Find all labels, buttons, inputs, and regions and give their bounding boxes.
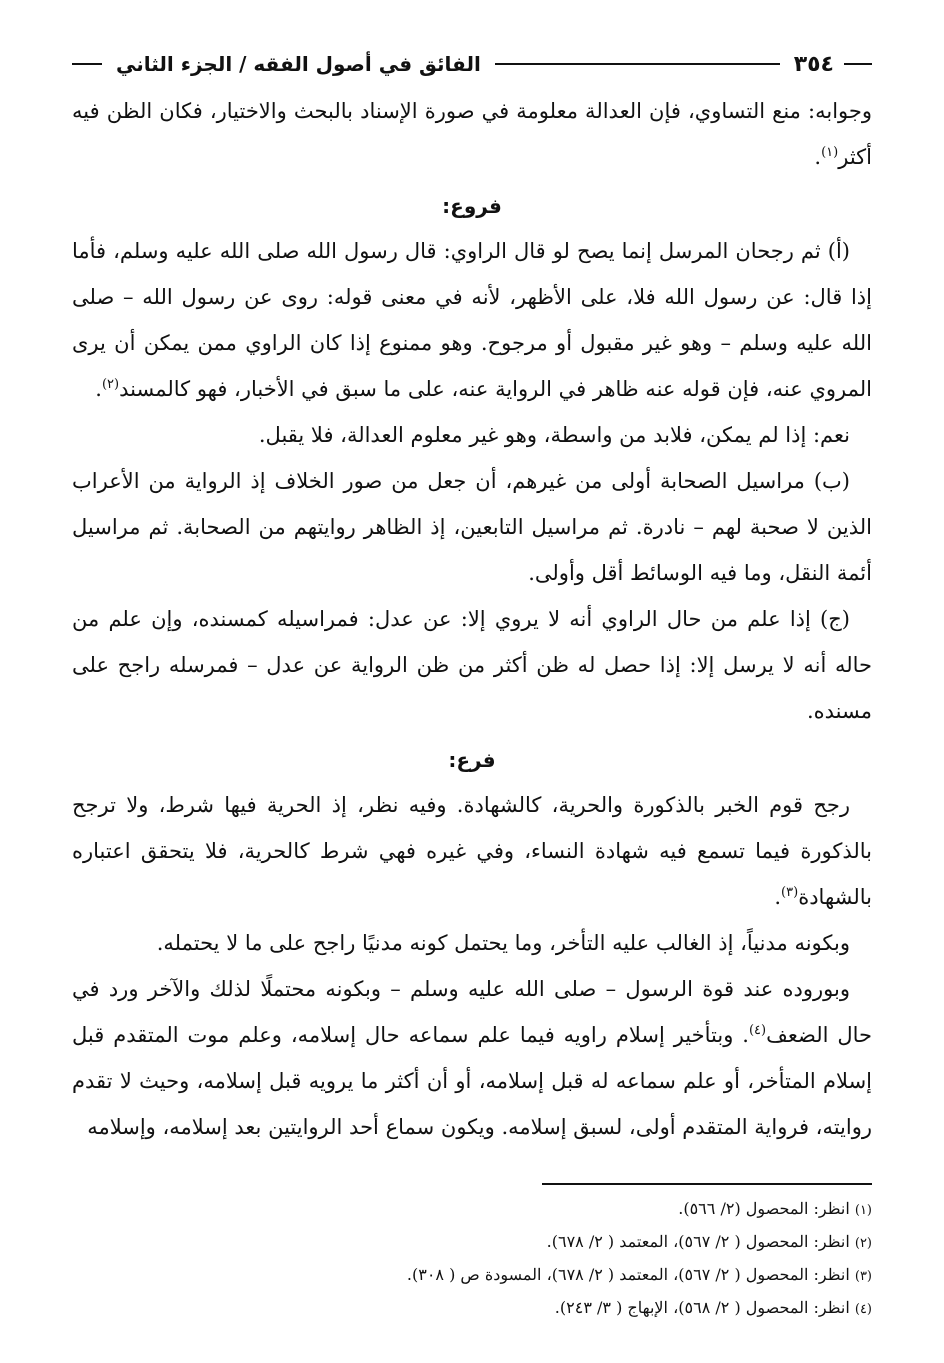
paragraph-madani: وبكونه مدنياً، إذ الغالب عليه التأخر، وما يحتمل كونه مدنيًا راجح على ما لا يحتمله. — [156, 931, 850, 955]
running-title: الفائق في أصول الفقه / الجزء الثاني — [116, 52, 481, 76]
footnote-3 — [72, 1259, 872, 1292]
page-header — [72, 40, 872, 88]
section-heading-far: فرع: — [448, 748, 496, 772]
paragraph-b: (ب) مراسيل الصحابة أولى من غيرهم، أن جعل من صور الخلاف إذ الرواية من الأعراب الذين لا صحبة لهم – نادرة. ثم مراسيل التابعين، إذ الظاهر روايتهم من الصحابة. ثم مراسيل أئمة النقل، وما فيه الوسائط أقل وأولى. — [72, 469, 872, 585]
footnote-1-text: انظر: المحصول (٢/ ٥٦٦). — [678, 1199, 850, 1218]
footnote-ref-2[interactable]: (٢) — [101, 377, 120, 392]
header-dash-left — [72, 63, 102, 65]
footnote-1 — [72, 1193, 872, 1226]
paragraph-naam: نعم: إذا لم يمكن، فلابد من واسطة، وهو غير معلوم العدالة، فلا يقبل. — [258, 423, 850, 447]
body-text — [72, 88, 872, 1150]
footnote-ref-1[interactable]: (١) — [821, 145, 839, 160]
paragraph-a: (أ) ثم رجحان المرسل إنما يصح لو قال الراوي: قال رسول الله صلى الله عليه وسلم، فأما إذا قال: عن رسول الله فلا، على الأظهر، لأنه في معنى قوله: روى عن رسول الله – صلى الله عليه وسلم – وهو غير مقبول أو مرجوح. وهو ممنوع إذا كان الراوي ممن يمكن أن يرى المروي عنه، فإن قوله عنه ظاهر في الرواية عنه، على ما سبق في الأخبار، فهو كالمسند$^{(٢)}$. — [72, 239, 872, 401]
footnote-2-text: انظر: المحصول ( ٢/ ٥٦٧)، المعتمد ( ٢/ ٦٧٨). — [546, 1232, 850, 1251]
footnote-3-number: (٣) — [854, 1269, 872, 1284]
page-number: ٣٥٤ — [793, 51, 834, 77]
paragraph-strength-text-a: وبوروده عند قوة الرسول – صلى الله عليه وسلم – وبكونه محتملًا لذلك والآخر ورد في حال الضعف — [72, 977, 872, 1047]
book-page — [72, 40, 872, 1340]
paragraph-answer: وجوابه: منع التساوي، فإن العدالة معلومة في صورة الإسناد بالبحث والاختيار، فكان الظن فيه أكثر$^{(١)}$. — [72, 99, 872, 169]
paragraph-gender-text: رجح قوم الخبر بالذكورة والحرية، كالشهادة. وفيه نظر، إذ الحرية فيها شرط، ولا ترجح بالذكورة فيما تسمع فيه شهادة النساء، وفي غيره فهي شرط كالحرية، فلا يتحقق اعتباره بالشهادة — [72, 793, 872, 909]
paragraph-answer-text: وجوابه: منع التساوي، فإن العدالة معلومة في صورة الإسناد بالبحث والاختيار، فكان الظن فيه أكثر — [72, 99, 872, 169]
header-rule — [495, 63, 780, 65]
footnote-4-text: انظر: المحصول ( ٢/ ٥٦٨)، الإبهاج ( ٣/ ٢٤٣). — [554, 1298, 850, 1317]
footnote-3-text: انظر: المحصول ( ٢/ ٥٦٧)، المعتمد ( ٢/ ٦٧٨)، المسودة ص ( ٣٠٨). — [406, 1265, 850, 1284]
paragraph-a-text: (أ) ثم رجحان المرسل إنما يصح لو قال الراوي: قال رسول الله صلى الله عليه وسلم، فأما إذا قال: عن رسول الله فلا، على الأظهر، لأنه في معنى قوله: روى عن رسول الله – صلى الله عليه وسلم – وهو غير مقبول أو مرجوح. وهو ممنوع إذا كان الراوي ممن يمكن أن يرى المروي عنه، فإن قوله عنه ظاهر في الرواية عنه، على ما سبق في الأخبار، فهو كالمسند — [72, 239, 872, 401]
footnote-4 — [72, 1292, 872, 1325]
footnotes — [72, 1183, 872, 1325]
paragraph-gender: رجح قوم الخبر بالذكورة والحرية، كالشهادة. وفيه نظر، إذ الحرية فيها شرط، ولا ترجح بالذكورة فيما تسمع فيه شهادة النساء، وفي غيره فهي شرط كالحرية، فلا يتحقق اعتباره بالشهادة$^{(٣)}$. — [72, 793, 872, 909]
paragraph-c: (ج) إذا علم من حال الراوي أنه لا يروي إلا: عن عدل: فمراسيله كمسنده، وإن علم من حاله أنه لا يرسل إلا: إذا حصل له ظن أكثر من ظن الرواية عن عدل – فمرسله راجح على مسنده. — [72, 607, 872, 723]
paragraph-strength — [72, 966, 872, 1150]
footnote-2 — [72, 1226, 872, 1259]
footnote-4-number: (٤) — [854, 1302, 872, 1317]
footnote-ref-4[interactable]: (٤) — [748, 1023, 767, 1038]
footnote-ref-3[interactable]: (٣) — [781, 885, 799, 900]
paragraph-strength-text-b: . وبتأخير إسلام راويه فيما علم سماعه حال إسلامه، وعلم موت المتقدم قبل إسلام المتأخر، أو علم سماعه له قبل إسلامه، أو أن أكثر ما يرويه قبل إسلامه، وحيث لا تقدم روايته، فرواية المتقدم أولى، لسبق إسلامه. ويكون سماع أحد الروايتين بعد إسلامه، وإسلامه — [72, 1023, 872, 1139]
section-heading-furu: فروع: — [442, 194, 502, 218]
footnote-rule — [542, 1183, 872, 1185]
footnote-1-number: (١) — [854, 1203, 872, 1218]
header-dash-right — [844, 63, 872, 65]
footnote-2-number: (٢) — [854, 1236, 872, 1251]
